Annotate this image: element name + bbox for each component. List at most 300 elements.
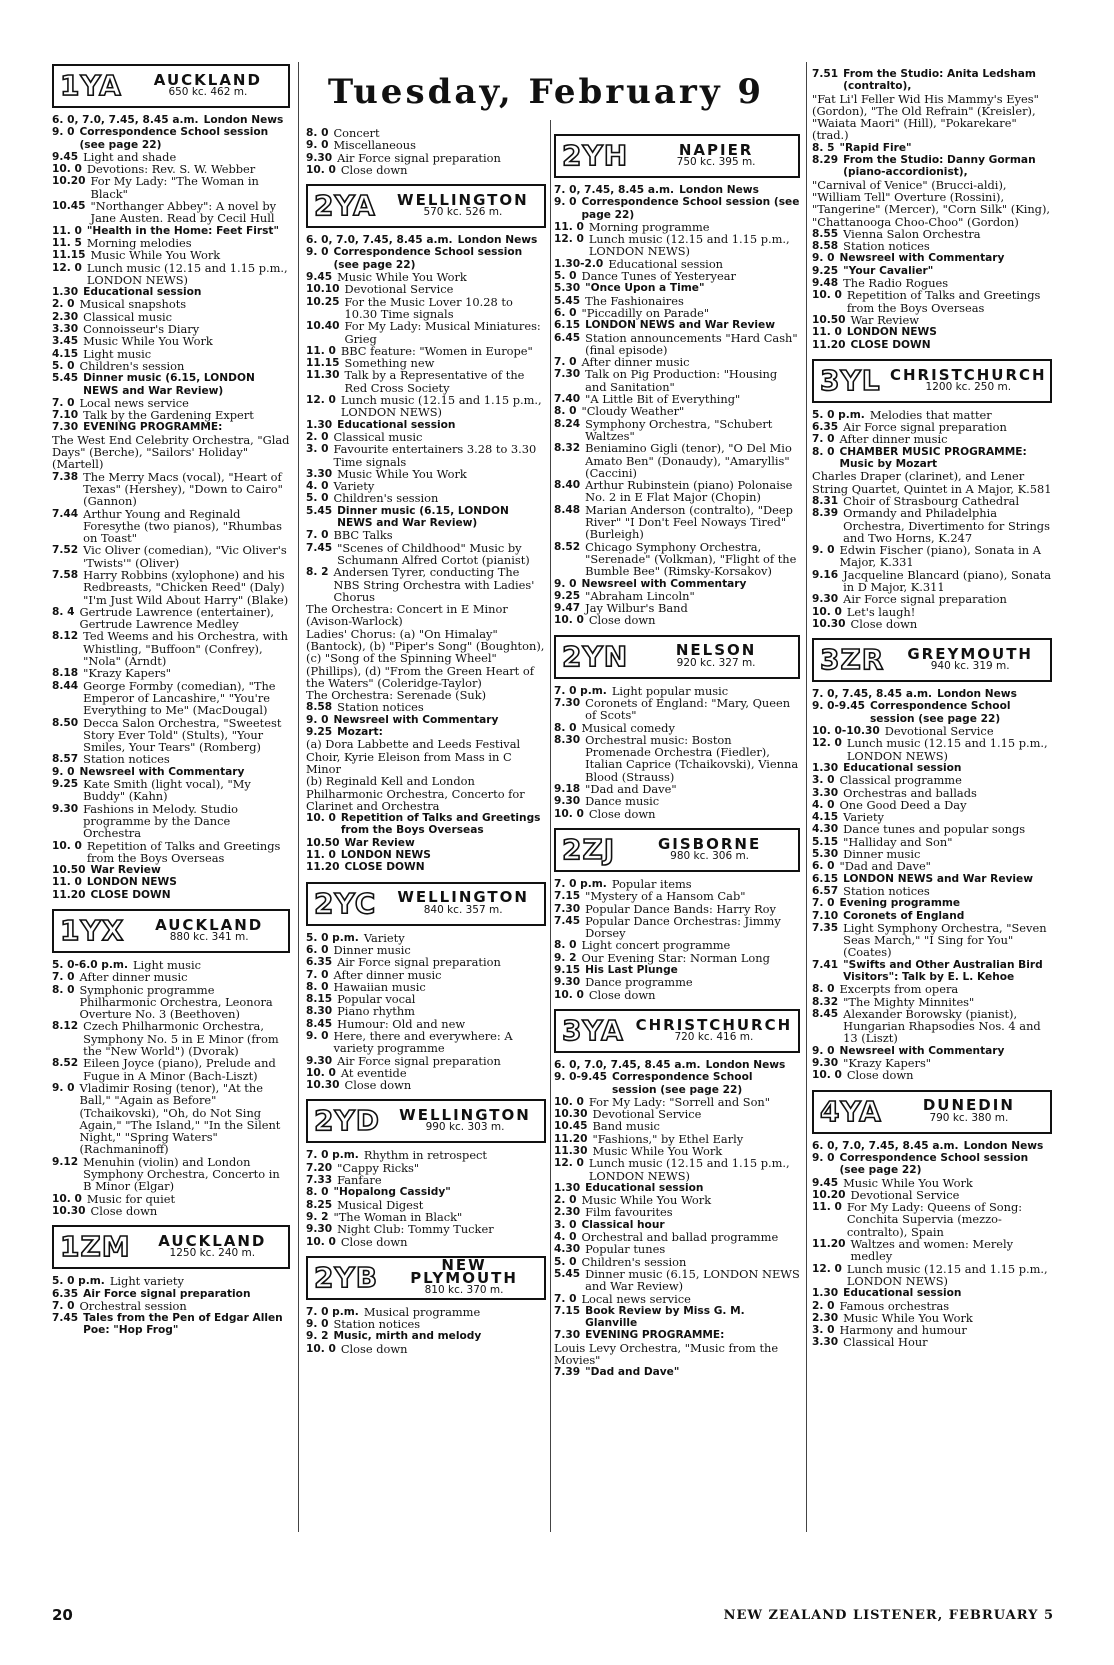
programme-title: "Dad and Dave"	[585, 782, 677, 797]
programme-time: 5. 0 p.m.	[812, 408, 865, 421]
programme-title: Lunch music (12.15 and 1.15 p.m., LONDON NEWS)	[86, 260, 288, 287]
programme-title: CLOSE DOWN	[344, 861, 425, 874]
station-city: DUNEDIN	[922, 1096, 1015, 1115]
programme-time: 5.30	[554, 282, 581, 295]
station-callsign: 2YH	[562, 139, 629, 172]
station-header	[306, 1256, 546, 1300]
programme-item	[554, 952, 800, 964]
programme-time: 9. 0	[554, 196, 577, 209]
programme-time: 9. 2	[554, 951, 577, 964]
programme-time: 5. 0	[554, 1255, 577, 1268]
programme-time: 10.30	[52, 1204, 86, 1217]
programme-time: 7.38	[52, 470, 79, 483]
programme-time: 11.30	[306, 369, 340, 382]
station-frequency: 980 kc. 306 m.	[670, 849, 750, 862]
programme-time: 6.45	[554, 331, 581, 344]
programme-time: 9.30	[812, 593, 839, 606]
station-header	[554, 828, 800, 872]
station-info	[382, 888, 544, 916]
programme-title: "Cappy Ricks"	[337, 1160, 420, 1175]
programme-title: Close down	[340, 1341, 408, 1356]
programme-title: Newsreel with Commentary	[839, 252, 1005, 265]
programme-title: Air Force signal preparation	[843, 592, 1007, 607]
programme-time: 10.45	[52, 200, 86, 213]
programme-title: LONDON NEWS and War Review	[843, 872, 1034, 885]
programme-title: Beniamino Gigli (tenor), "O Del Mio Amato Ben" (Donaudy), "Amaryllis" (Caccini)	[585, 441, 792, 480]
station-callsign: 3ZR	[820, 643, 885, 677]
programme-item	[812, 1238, 1052, 1263]
programme-item	[554, 989, 800, 1001]
programme-time: 9.25	[306, 726, 333, 739]
programme-item	[52, 569, 290, 606]
programme-time: 6.35	[812, 421, 839, 434]
programme-item	[306, 1079, 546, 1091]
programme-title: Repetition of Talks and Greetings from the Boys Overseas	[846, 288, 1041, 315]
programme-title: Variety	[333, 479, 375, 494]
programme-item	[554, 1293, 800, 1305]
programme-time: 8.32	[554, 442, 581, 455]
programme-item	[306, 1149, 546, 1161]
station-city: CHRISTCHURCH	[635, 1015, 793, 1034]
programme-title: Station notices	[337, 700, 424, 715]
station-block	[554, 635, 800, 826]
programme-title: EVENING PROGRAMME:	[585, 1329, 725, 1342]
programme-title: For My Lady: "The Woman in Black"	[90, 174, 259, 201]
programme-title: "Fat Li'l Feller Wid His Mammy's Eyes" (Gordon), "The Old Refrain" (Kreisler), "Waiata Maori" (Hill), "Pokarekare" (trad.)	[812, 91, 1039, 143]
programme-item	[554, 1243, 800, 1255]
programme-item	[554, 1305, 800, 1330]
programme-item	[52, 434, 290, 471]
programme-time: 3.45	[52, 335, 79, 348]
programme-time: 8.31	[812, 494, 839, 507]
programme-item	[52, 667, 290, 679]
programme-title: Fanfare	[337, 1173, 382, 1188]
programme-title: Hawaiian music	[333, 979, 426, 994]
station-callsign: 2YN	[562, 639, 629, 673]
programme-item	[812, 1201, 1052, 1238]
programme-time: 4.15	[52, 347, 79, 360]
programme-title: War Review	[344, 836, 415, 849]
programme-title: Light music	[132, 958, 202, 972]
programme-time: 7.51	[812, 68, 839, 80]
programme-time: 11. 0	[52, 876, 82, 889]
programme-title: Children's session	[79, 358, 185, 373]
programme-time: 6. 0	[306, 943, 329, 956]
programme-item	[52, 1300, 290, 1312]
programme-title: BBC feature: "Women in Europe"	[340, 343, 533, 358]
programme-time: 6. 0	[812, 860, 835, 873]
programme-title: Menuhin (violin) and London Symphony Orchestra, Concerto in B Minor (Elgar)	[83, 1154, 280, 1194]
programme-title: Station notices	[843, 883, 930, 898]
programme-title: CHAMBER MUSIC PROGRAMME: Music by Mozart	[839, 445, 1027, 471]
station-info	[137, 1231, 288, 1260]
programme-time: 7.35	[812, 921, 839, 934]
programme-time: 8.30	[554, 733, 581, 746]
programme-time: 8.12	[52, 630, 79, 643]
programme-time: 5. 0	[554, 270, 577, 283]
programme-title: "Halliday and Son"	[843, 834, 953, 849]
programme-title: Let's laugh!	[846, 604, 916, 619]
programme-item	[52, 803, 290, 840]
programme-item	[306, 492, 546, 504]
programme-time: 2. 0	[306, 430, 329, 443]
programme-time: 8.29	[812, 154, 839, 167]
programme-title: Our Evening Star: Norman Long	[581, 950, 770, 965]
programme-item	[306, 738, 546, 775]
programme-title: Newsreel with Commentary	[839, 1044, 1005, 1057]
programme-time: 11. 0	[812, 326, 842, 339]
programme-time: 8.18	[52, 667, 79, 680]
programme-time: 7. 0	[306, 968, 329, 981]
programme-title: "Carnival of Venice" (Brucci-aldi), "William Tell" Overture (Rossini), "Tangerine" (Mercer), "Corn Silk" (King), "Chattanooga Choo-Choo" (Gordon)	[812, 177, 1051, 229]
programme-title: Evening programme	[839, 897, 961, 910]
programme-item	[52, 249, 290, 261]
programme-item	[52, 114, 290, 126]
programme-title: Educational session	[843, 761, 962, 774]
programme-time: 11.20	[812, 338, 846, 351]
programme-time: 11. 0	[812, 1201, 842, 1214]
programme-time: 9. 0	[52, 1081, 75, 1094]
programme-time: 6.35	[306, 956, 333, 969]
station-block	[812, 1090, 1052, 1355]
programme-item	[52, 753, 290, 765]
programme-time: 7. 0 p.m.	[554, 684, 607, 697]
programme-title: From the Studio: Danny Gorman (piano-accordionist),	[843, 154, 1036, 179]
programme-time: 3.30	[812, 786, 839, 799]
station-city: WELLINGTON	[399, 1106, 531, 1125]
programme-time: 9.30	[306, 1054, 333, 1067]
programme-title: Ladies' Chorus: (a) "On Himalay" (Bantock), (b) "Piper's Song" (Boughton), (c) "Song of the Spinning Wheel" (Phillips), (d) "From the Green Heart of the Waters" (Coleridge-Taylor)	[306, 626, 545, 690]
programme-title: "Scenes of Childhood" Music by Schumann Alfred Cortot (pianist)	[337, 540, 530, 567]
station-header	[554, 635, 800, 679]
programme-time: 10. 0	[306, 163, 336, 176]
station-callsign: 3YA	[562, 1013, 624, 1047]
programme-item	[554, 270, 800, 282]
programme-item	[52, 1312, 290, 1337]
programme-time: 10. 0	[554, 614, 584, 627]
programme-item	[554, 332, 800, 357]
programme-title: Devotional Service	[592, 1107, 702, 1122]
programme-title: Local news service	[581, 1291, 691, 1306]
programme-item	[554, 1120, 800, 1132]
programme-title: "Abraham Lincoln"	[585, 588, 695, 603]
station-city: WELLINGTON	[397, 190, 529, 209]
programme-time: 7.41	[812, 958, 839, 971]
programme-item	[812, 339, 1052, 351]
programme-time: 10. 0	[52, 839, 82, 852]
programme-item	[812, 593, 1052, 605]
programme-item	[812, 1287, 1052, 1299]
programme-time: 9. 0	[812, 544, 835, 557]
station-block	[812, 68, 1052, 357]
programme-title: Light and shade	[83, 149, 177, 164]
programme-title: Jacqueline Blancard (piano), Sonata in D Major, K.311	[843, 567, 1052, 594]
programme-time: 10. 0	[306, 812, 336, 825]
programme-time: 9.16	[812, 568, 839, 581]
station-city: AUCKLAND	[155, 915, 264, 934]
programme-title: Light variety	[109, 1274, 184, 1289]
station-header	[306, 184, 546, 228]
programme-time: 8. 0	[812, 983, 835, 996]
programme-title: The Orchestra: Concert in E Minor (Avison-Warlock)	[306, 602, 508, 629]
programme-title: "Dad and Dave"	[839, 859, 931, 874]
programme-time: 9.12	[52, 1155, 79, 1168]
programme-title: (a) Dora Labbette and Leeds Festival Choir, Kyrie Eleison from Mass in C Minor	[306, 737, 521, 776]
programme-time: 7.30	[554, 902, 581, 915]
programme-title: LONDON NEWS	[86, 876, 177, 889]
programme-time: 12. 0	[306, 394, 336, 407]
programme-title: Music While You Work	[843, 1175, 973, 1190]
programme-time: 6. 0	[554, 306, 577, 319]
programme-title: George Formby (comedian), "The Emperor of Lancashire," "You're Everything to Me" (MacDougal)	[83, 678, 276, 718]
programme-title: The Radio Rogues	[843, 276, 949, 291]
programme-title: Close down	[850, 616, 918, 631]
programme-item	[554, 1157, 800, 1182]
column-rule	[806, 62, 807, 1532]
programme-time: 9. 2	[306, 1210, 329, 1223]
programme-time: 8.15	[306, 993, 333, 1006]
page-title: Tuesday, February 9	[327, 72, 765, 112]
programme-item	[306, 1030, 546, 1055]
programme-item	[554, 307, 800, 319]
programme-time: 5.30	[812, 848, 839, 861]
programme-title: For My Lady: "Sorrell and Son"	[588, 1094, 771, 1109]
programme-time: 9.30	[554, 795, 581, 808]
programme-item	[812, 1300, 1052, 1312]
programme-item	[812, 1008, 1052, 1045]
programme-title: For My Lady: Queens of Song: Conchita Supervia (mezzo-contralto), Spain	[846, 1200, 1023, 1239]
programme-time: 8.58	[306, 701, 333, 714]
programme-item	[554, 1206, 800, 1218]
station-block	[812, 359, 1052, 636]
programme-title: Here, there and everywhere: A variety programme	[333, 1029, 513, 1056]
programme-title: "Dad and Dave"	[585, 1366, 680, 1379]
programme-title: Ted Weems and his Orchestra, with Whistling, "Buffoon" (Confrey), "Nola" (Arndt)	[83, 629, 288, 669]
programme-item	[306, 969, 546, 981]
station-header	[306, 1099, 546, 1143]
programme-time: 7. 0, 7.45, 8.45 a.m.	[812, 688, 933, 701]
programme-item	[554, 890, 800, 902]
programme-time: 9.25	[812, 264, 839, 277]
programme-time: 9.48	[812, 277, 839, 290]
programme-item	[554, 903, 800, 915]
programme-item	[306, 956, 546, 968]
programme-item	[306, 1343, 546, 1355]
programme-time: 5.45	[306, 504, 333, 517]
programme-time: 9.30	[554, 976, 581, 989]
programme-time: 3.30	[52, 323, 79, 336]
programme-title: Newsreel with Commentary	[79, 765, 245, 778]
programme-title: The West End Celebrity Orchestra, "Glad Days" (Berche), "Sailors' Holiday" (Martell)	[52, 432, 290, 472]
programme-item	[554, 233, 800, 258]
programme-time: 9.45	[52, 150, 79, 163]
programme-time: 10. 0	[306, 1235, 336, 1248]
programme-title: London News	[937, 688, 1017, 701]
programme-title: Melodies that matter	[869, 407, 992, 422]
programme-title: Music for quiet	[86, 1191, 176, 1206]
station-header	[52, 1225, 290, 1269]
programme-title: Music While You Work	[843, 1310, 973, 1325]
programme-title: After dinner music	[581, 355, 690, 370]
programme-title: Music, mirth and melody	[333, 1330, 482, 1343]
programme-title: Decca Salon Orchestra, "Sweetest Story Ever Told" (Stults), "Your Smiles, Your Tears" (Romberg)	[83, 715, 282, 755]
programme-title: "Mystery of a Hansom Cab"	[585, 889, 746, 904]
programme-title: "Swifts and Other Australian Bird Visitors": Talk by E. L. Kehoe	[843, 958, 1043, 983]
programme-time: 5. 0	[306, 492, 329, 505]
programme-time: 8.52	[554, 540, 581, 553]
programme-item	[812, 507, 1052, 544]
programme-time: 9.45	[812, 1176, 839, 1189]
station-callsign: 1ZM	[60, 1230, 131, 1264]
programme-title: "Health in the Home: Feet First"	[86, 224, 280, 237]
programme-title: Harry Robbins (xylophone) and his Redbreasts, "Chicken Reed" (Daly) "I'm Just Wild About Harry" (Blake)	[83, 567, 289, 607]
programme-title: Chicago Symphony Orchestra, "Serenade" (Volkman), "Flight of the Bumble Bee" (Rimsky-Korsakov)	[585, 539, 797, 579]
programme-time: 8.39	[812, 507, 839, 520]
programme-item	[812, 446, 1052, 471]
programme-title: Vladimir Rosing (tenor), "At the Ball," "Again as Before" (Tchaikovski), "Oh, do Not Sing Again," "The Island," "In the Silent Night," "Spring Waters" (Rachmaninoff)	[79, 1080, 281, 1157]
station-callsign: 1YX	[60, 914, 125, 947]
station-frequency: 810 kc. 370 m.	[424, 1284, 504, 1296]
programme-title: LONDON NEWS	[846, 326, 937, 339]
programme-time: 3. 0	[812, 1324, 835, 1337]
programme-item	[306, 1318, 546, 1330]
programme-title: "Krazy Kapers"	[843, 1056, 932, 1071]
programme-item	[52, 1156, 290, 1193]
programme-time: 8. 0	[812, 445, 835, 458]
programme-title: For the Music Lover 10.28 to 10.30 Time signals	[344, 294, 513, 321]
programme-title: Dinner music (6.15, LONDON NEWS and War Review)	[337, 504, 509, 530]
programme-title: London News	[963, 1139, 1044, 1152]
station-city: CHRISTCHURCH	[890, 365, 1047, 384]
station-header	[554, 1009, 800, 1053]
station-frequency: 920 kc. 327 m.	[676, 656, 756, 669]
programme-title: CLOSE DOWN	[850, 338, 931, 351]
programme-title: Classical Hour	[843, 1335, 928, 1350]
programme-title: LONDON NEWS	[340, 849, 431, 862]
station-info	[634, 641, 798, 669]
programme-time: 9.18	[554, 783, 581, 796]
programme-item	[554, 976, 800, 988]
programme-item	[52, 889, 290, 901]
programme-time: 7. 0	[812, 433, 835, 446]
programme-title: Waltzes and women: Merely medley	[850, 1237, 1014, 1264]
programme-time: 7. 0	[52, 1299, 75, 1312]
programme-time: 9.45	[306, 271, 333, 284]
programme-title: Popular tunes	[585, 1242, 666, 1257]
programme-item	[52, 1275, 290, 1287]
programme-item	[554, 614, 800, 626]
programme-time: 9. 0	[554, 577, 577, 590]
programme-title: Educational session	[337, 418, 456, 431]
programme-item	[812, 860, 1052, 872]
station-city: NEW PLYMOUTH	[410, 1256, 518, 1287]
programme-item	[306, 320, 546, 345]
programme-time: 1.30	[52, 286, 79, 299]
programme-time: 7.30	[554, 696, 581, 709]
programme-item	[306, 1330, 546, 1342]
programme-title: "Hopalong Cassidy"	[333, 1186, 451, 1199]
programme-time: 8. 2	[306, 566, 329, 579]
programme-title: Dinner music (6.15, LONDON NEWS and War Review)	[585, 1266, 800, 1294]
programme-time: 11.20	[306, 861, 340, 874]
programme-title: "Rapid Fire"	[839, 141, 912, 154]
programme-title: Concert	[333, 126, 380, 140]
programme-title: (b) Reginald Kell and London Philharmonic Orchestra, Concerto for Clarinet and Orchestra	[306, 774, 525, 813]
programme-item	[52, 421, 290, 433]
programme-title: Station notices	[333, 1317, 421, 1332]
programme-time: 7. 0 p.m.	[554, 877, 607, 890]
programme-item	[554, 734, 800, 783]
programme-time: 4.15	[812, 811, 839, 824]
programme-time: 1.30	[554, 1181, 581, 1194]
programme-title: Newsreel with Commentary	[333, 713, 499, 726]
programme-time: 10. 0	[812, 289, 842, 302]
programme-time: 7. 0	[52, 396, 75, 409]
programme-time: 6. 0, 7.0, 7.45, 8.45 a.m.	[812, 1139, 959, 1152]
programme-title: Popular Dance Bands: Harry Roy	[585, 901, 776, 916]
programme-title: Dance music	[585, 794, 660, 809]
programme-item	[554, 1059, 800, 1071]
programme-time: 8.12	[52, 1020, 79, 1033]
station-callsign: 2YD	[314, 1104, 380, 1138]
programme-item	[306, 542, 546, 567]
station-city: WELLINGTON	[397, 888, 529, 907]
programme-title: Andersen Tyrer, conducting The NBS String Orchestra with Ladies' Chorus	[333, 565, 535, 604]
programme-title: Fashions in Melody. Studio programme by the Dance Orchestra	[83, 801, 239, 841]
programme-title: Alexander Borowsky (pianist), Hungarian Rhapsodies Nos. 4 and 13 (Liszt)	[843, 1006, 1041, 1046]
programme-item	[52, 126, 290, 151]
station-block	[52, 1225, 290, 1342]
programme-title: Jay Wilbur's Band	[585, 601, 688, 616]
programme-time: 9. 0	[52, 765, 75, 778]
programme-time: 9. 0-9.45	[812, 700, 865, 713]
programme-time: 8. 0	[554, 405, 577, 418]
programme-time: 7. 0	[554, 1292, 577, 1305]
station-block	[306, 127, 546, 182]
programme-item	[306, 529, 546, 541]
programme-item	[52, 372, 290, 397]
programme-title: Classical hour	[581, 1218, 665, 1231]
programme-time: 1.30	[812, 1287, 839, 1300]
station-block	[554, 134, 800, 633]
station-callsign: 3YL	[820, 363, 881, 397]
programme-title: Close down	[588, 613, 656, 628]
station-block	[306, 882, 546, 1098]
page-number: 20	[52, 1606, 73, 1624]
station-info	[130, 915, 288, 944]
programme-item	[554, 697, 800, 722]
programme-title: Orchestral and ballad programme	[581, 1230, 779, 1245]
station-city: AUCKLAND	[158, 1231, 267, 1250]
programme-time: 11. 0	[52, 224, 82, 237]
station-block	[306, 1099, 546, 1253]
programme-title: Air Force signal preparation	[337, 1053, 501, 1068]
programme-time: 3. 0	[306, 443, 329, 456]
programme-title: Musical programme	[363, 1304, 481, 1319]
programme-title: Orchestral music: Boston Promenade Orchestra (Fiedler), Italian Caprice (Tchaikovski), Vienna Blood (Strauss)	[585, 732, 799, 784]
programme-item	[52, 409, 290, 421]
station-info	[384, 1256, 544, 1296]
column-1	[52, 62, 290, 1343]
programme-time: 10. 0	[52, 163, 82, 176]
programme-time: 7.30	[554, 1329, 581, 1342]
programme-title: Excerpts from opera	[839, 982, 959, 997]
programme-title: "The Woman in Black"	[333, 1209, 463, 1224]
programme-item	[812, 774, 1052, 786]
programme-title: Orchestral session	[79, 1298, 187, 1313]
programme-time: 4.30	[812, 823, 839, 836]
programme-time: 10.40	[306, 320, 340, 333]
